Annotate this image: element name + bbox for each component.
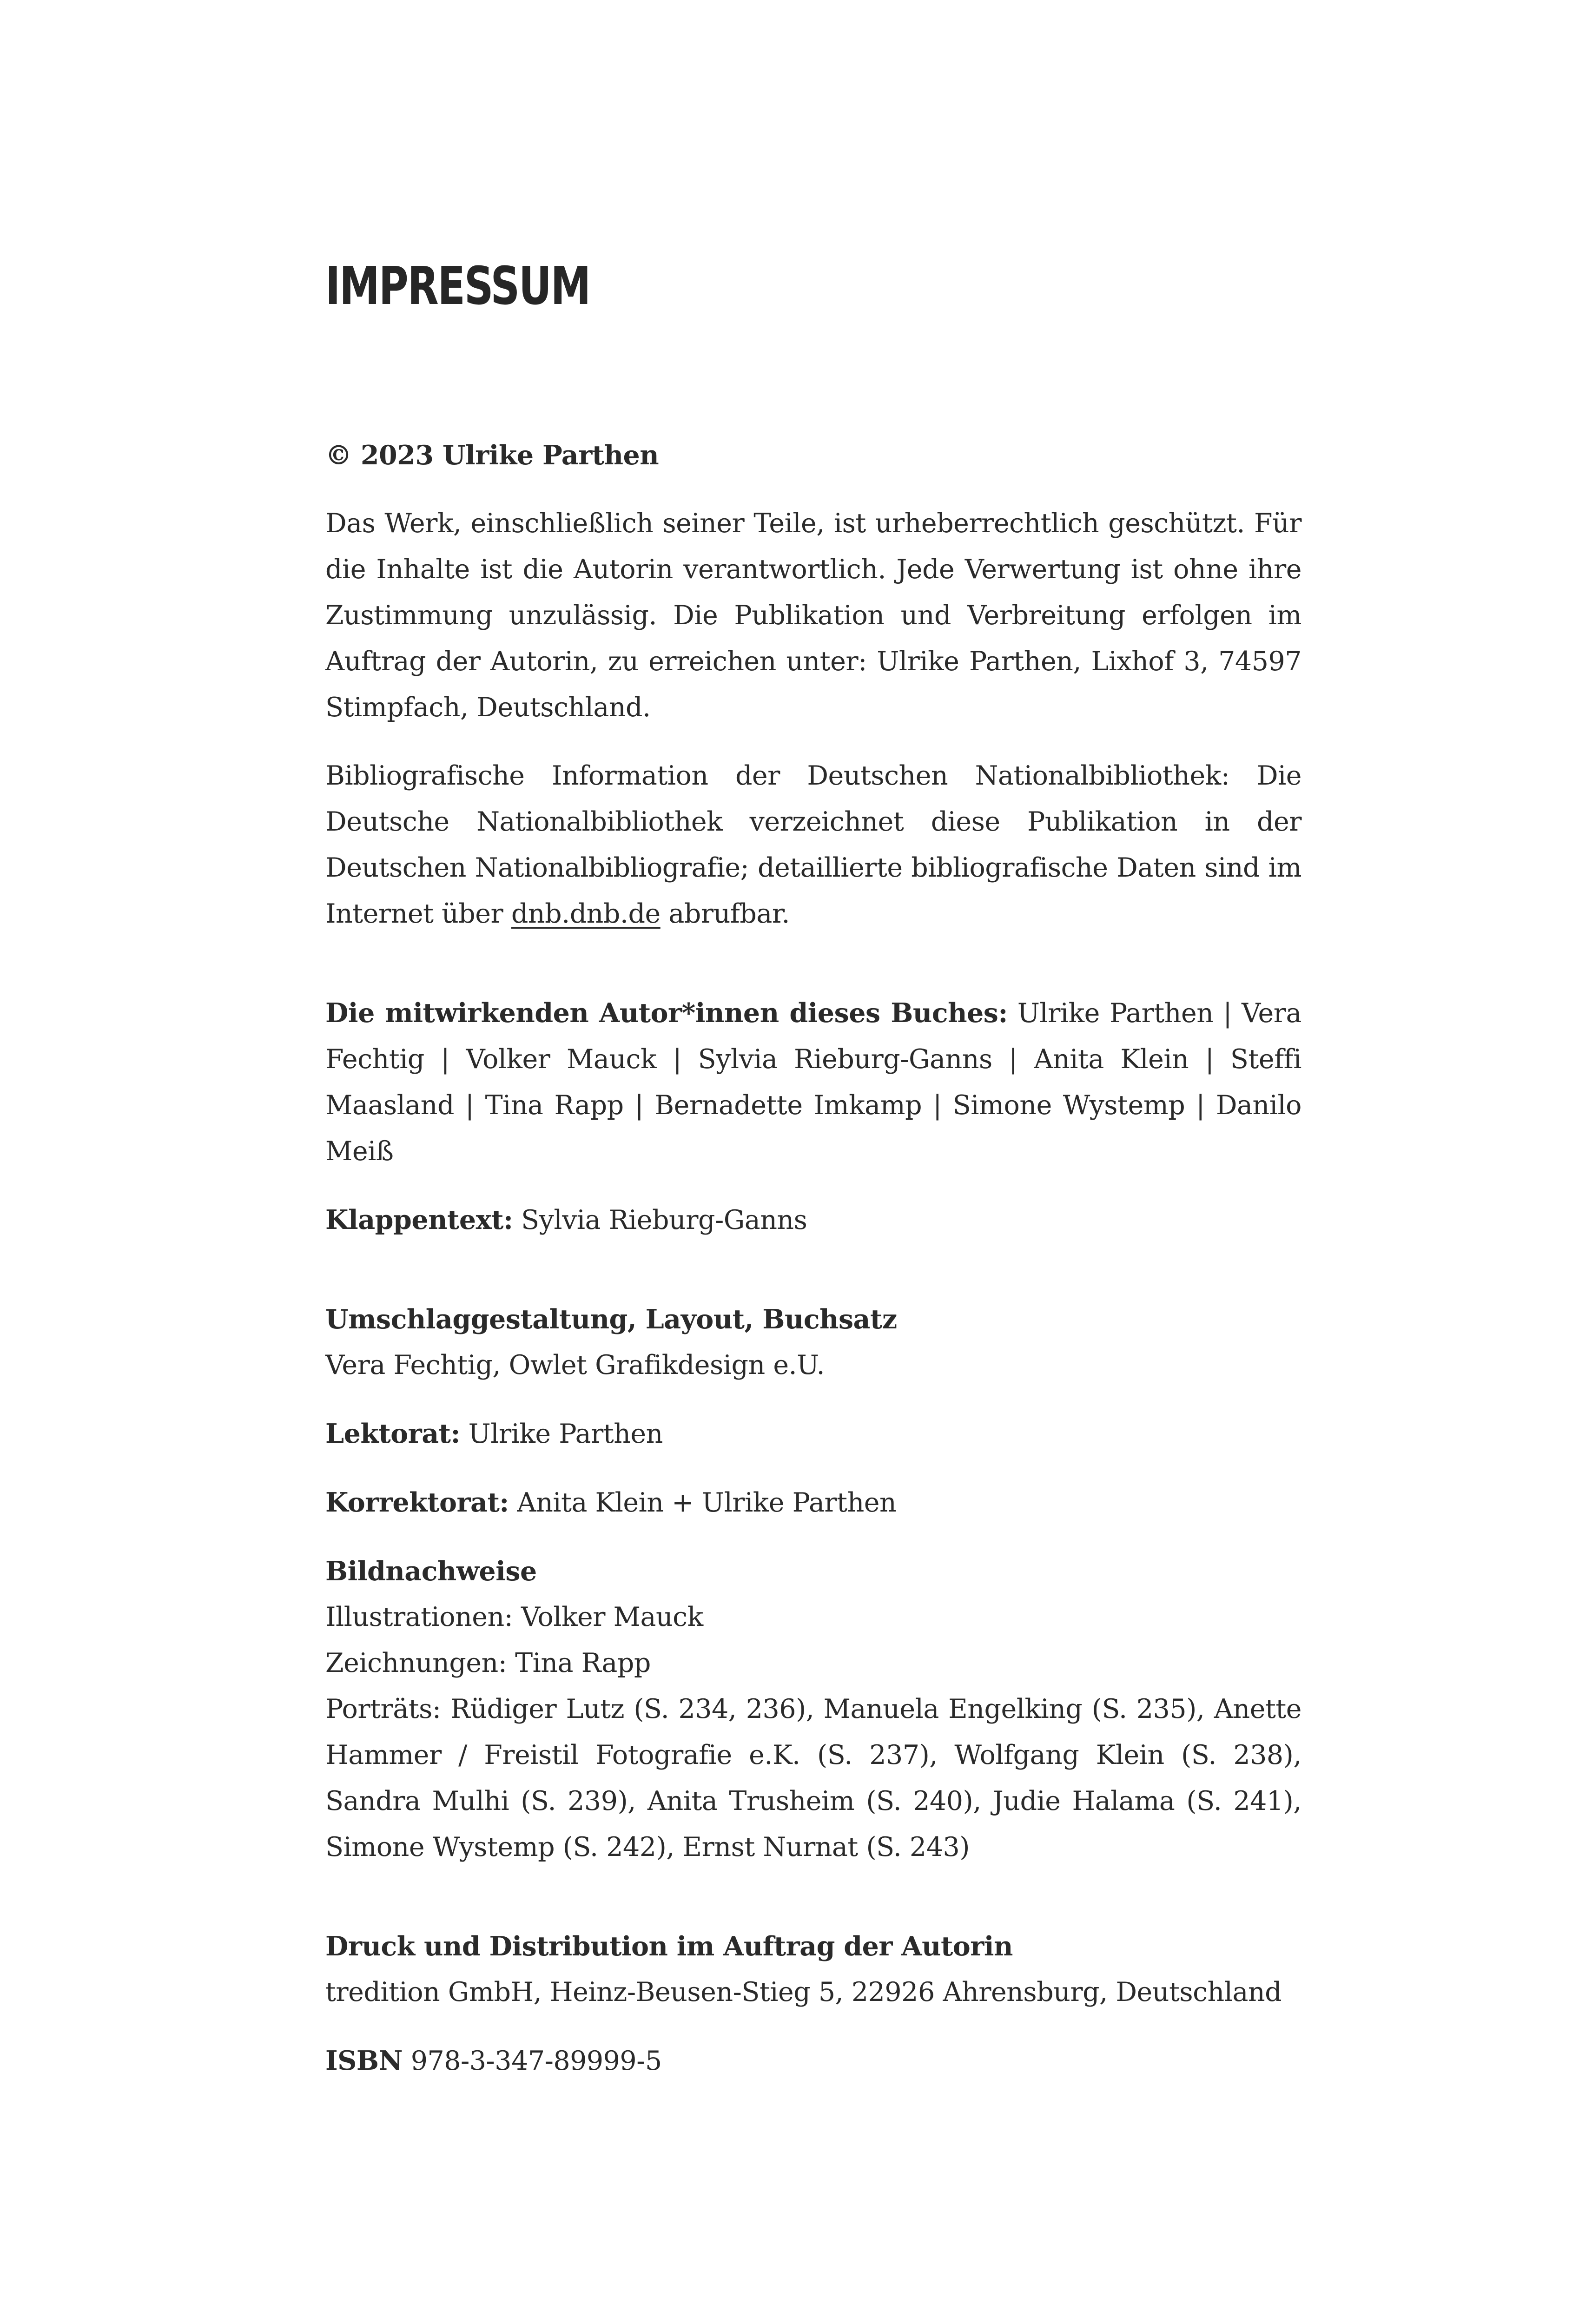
isbn-label: ISBN <box>325 2045 403 2076</box>
printing-value: tredition GmbH, Heinz-Beusen-Stieg 5, 22926 Ahrensburg, Deutschland <box>325 1977 1282 2007</box>
credits-drawings: Zeichnungen: Tina Rapp <box>325 1648 651 1678</box>
dnb-link[interactable]: dnb.dnb.de <box>511 898 661 929</box>
credits-label: Bildnachweise <box>325 1556 537 1587</box>
blurb-value: Sylvia Rieburg-Ganns <box>513 1205 807 1235</box>
copyright-line: © 2023 Ulrike Parthen <box>325 440 659 471</box>
design-label: Umschlaggestaltung, Layout, Buchsatz <box>325 1304 897 1335</box>
page-title: IMPRESSUM <box>325 256 590 317</box>
dnb-text-before: Bibliografische Information der Deutschen Nationalbibliothek: Die Deutsche Nationalbibliothek verzeichnet diese Publikation in der Deutschen Nationalbibliografie; detaillierte bibliografische Daten sind im Internet über <box>325 760 1301 929</box>
proofreading-label: Korrektorat: <box>325 1487 509 1518</box>
isbn-entry <box>325 2038 1301 2084</box>
editing-label: Lektorat: <box>325 1418 461 1449</box>
contributors-value: Ulrike Parthen | Vera Fechtig | Volker Mauck | Sylvia Rieburg-Ganns | Anita Klein | Steffi Maasland | Tina Rapp | Bernadette Imkamp | Simone Wystemp | Danilo Meiß <box>325 998 1301 1167</box>
credits-illustrations: Illustrationen: Volker Mauck <box>325 1602 703 1632</box>
proofreading-entry <box>325 1479 1301 1526</box>
editing-value: Ulrike Parthen <box>460 1419 663 1449</box>
proofreading-value: Anita Klein + Ulrike Parthen <box>509 1487 897 1518</box>
contributors-entry <box>325 990 1301 1175</box>
editing-entry <box>325 1411 1301 1457</box>
design-value: Vera Fechtig, Owlet Grafikdesign e.U. <box>325 1350 825 1380</box>
blurb-entry <box>325 1197 1301 1243</box>
imprint-page <box>325 256 1301 2084</box>
rights-paragraph: Das Werk, einschließlich seiner Teile, ist urheberrechtlich geschützt. Für die Inhalte ist die Autorin verantwortlich. Jede Verwertung ist ohne ihre Zustimmung unzulässig. Die Publikation und Verbreitung erfolgen im Auftrag der Autorin, zu erreichen unter: Ulrike Parthen, Lixhof 3, 74597 Stimpfach, Deutschland. <box>325 508 1301 723</box>
dnb-text-after: abrufbar. <box>660 898 790 929</box>
isbn-value: 978-3-347-89999-5 <box>403 2046 662 2076</box>
blurb-label: Klappentext: <box>325 1204 513 1235</box>
dnb-paragraph <box>325 753 1301 937</box>
printing-label: Druck und Distribution im Auftrag der Autorin <box>325 1931 1013 1962</box>
credits-portraits: Porträts: Rüdiger Lutz (S. 234, 236), Manuela Engelking (S. 235), Anette Hammer / Freistil Fotografie e.K. (S. 237), Wolfgang Klein (S. 238), Sandra Mulhi (S. 239), Anita Trusheim (S. 240), Judie Halama (S. 241), Simone Wystemp (S. 242), Ernst Nurnat (S. 243) <box>325 1694 1301 1862</box>
contributors-label: Die mitwirkenden Autor*innen dieses Buches: <box>325 997 1008 1029</box>
